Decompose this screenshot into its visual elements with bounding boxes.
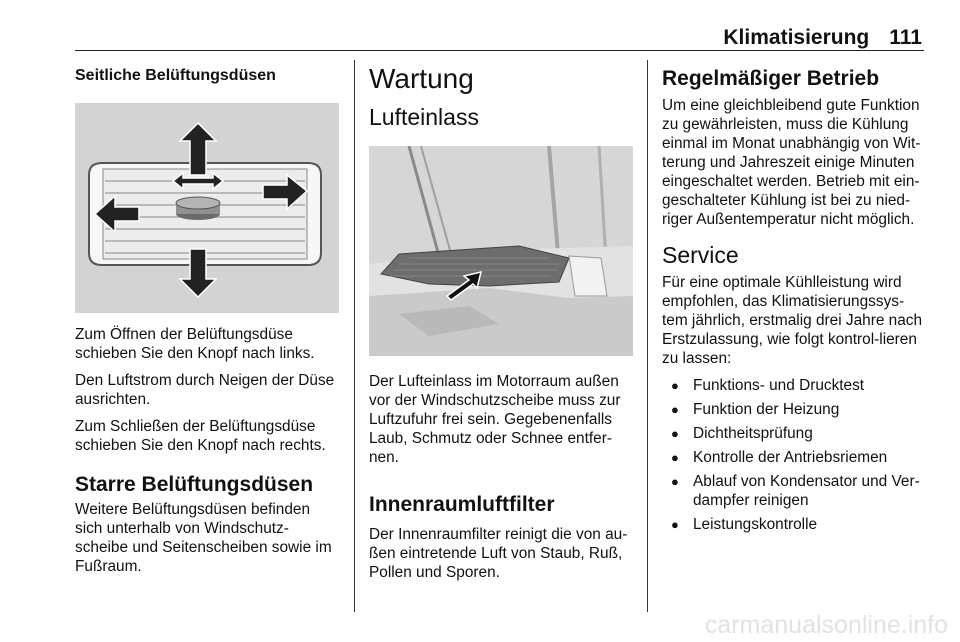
column-divider-1 [354, 60, 355, 612]
list-item: ● Funktions- und Drucktest [662, 376, 927, 395]
paragraph: Zum Schließen der Belüftungsdüse schieben Sie den Knopf nach rechts. [75, 418, 326, 454]
section-heading-regelmaessiger: Regelmäßiger Betrieb [662, 67, 880, 90]
list-item: ● Leistungskontrolle [662, 515, 927, 534]
list-item: ● Funktion der Heizung [662, 400, 927, 419]
chapter-title-wartung: Wartung [369, 63, 474, 94]
side-vent-arrows-icon [75, 103, 339, 313]
section-heading-innenraumluftfilter: Innenraumluftfilter [369, 493, 555, 516]
paragraph: Den Luftstrom durch Neigen der Düse ausrichten. [75, 372, 335, 408]
paragraph: Weitere Belüftungsdüsen befinden sich unterhalb von Windschutz-scheibe und Seitenscheiben sowie im Fußraum. [75, 501, 332, 575]
section-heading-lufteinlass: Lufteinlass [369, 104, 479, 130]
paragraph: Für eine optimale Kühlleistung wird empfohlen, das Klimatisierungssys-tem jährlich, erstmalig drei Jahre nach Erstzulassung, wie folgt kontrol-lieren zu lassen: [662, 274, 923, 367]
watermark: carmanualsonline.info [704, 611, 948, 639]
column-2 [369, 62, 635, 582]
page-header [723, 26, 922, 50]
header-rule [75, 50, 924, 51]
paragraph: Um eine gleichbleibend gute Funktion zu gewährleisten, muss die Kühlung einmal im Monat unabhängig von Wit-terung und Jahreszeit einige Minuten eingeschaltet werden. Betrieb mit ein-geschalteter Kühlung ist bei zu nied-riger Außentemperatur nicht möglich. [662, 97, 921, 228]
list-item: ● Ablauf von Kondensator und Ver-dampfer reinigen [662, 472, 927, 510]
air-inlet-figure [369, 146, 633, 356]
section-heading-service: Service [662, 242, 739, 268]
column-divider-2 [647, 60, 648, 612]
list-item: ● Kontrolle der Antriebsriemen [662, 448, 927, 467]
paragraph: Zum Öffnen der Belüftungsdüse schieben Sie den Knopf nach links. [75, 326, 315, 362]
page-number: 111 [889, 26, 922, 49]
page-title: Klimatisierung [723, 26, 870, 49]
side-vent-figure [75, 103, 339, 313]
service-list [662, 376, 927, 534]
list-item: ● Dichtheitsprüfung [662, 424, 927, 443]
column-3 [662, 62, 927, 539]
paragraph: Der Lufteinlass im Motorraum außen vor der Windschutzscheibe muss zur Luftzufuhr frei sein. Gegebenenfalls Laub, Schmutz oder Schnee entfer-nen. [369, 373, 621, 466]
section-heading-seitliche: Seitliche Belüftungsdüsen [75, 67, 276, 84]
column-1 [75, 62, 341, 576]
paragraph: Der Innenraumfilter reinigt die von au-ßen eintretende Luft von Staub, Ruß, Pollen und Sporen. [369, 526, 628, 581]
section-heading-starre: Starre Belüftungsdüsen [75, 473, 314, 496]
engine-bay-air-inlet-icon [369, 146, 633, 356]
